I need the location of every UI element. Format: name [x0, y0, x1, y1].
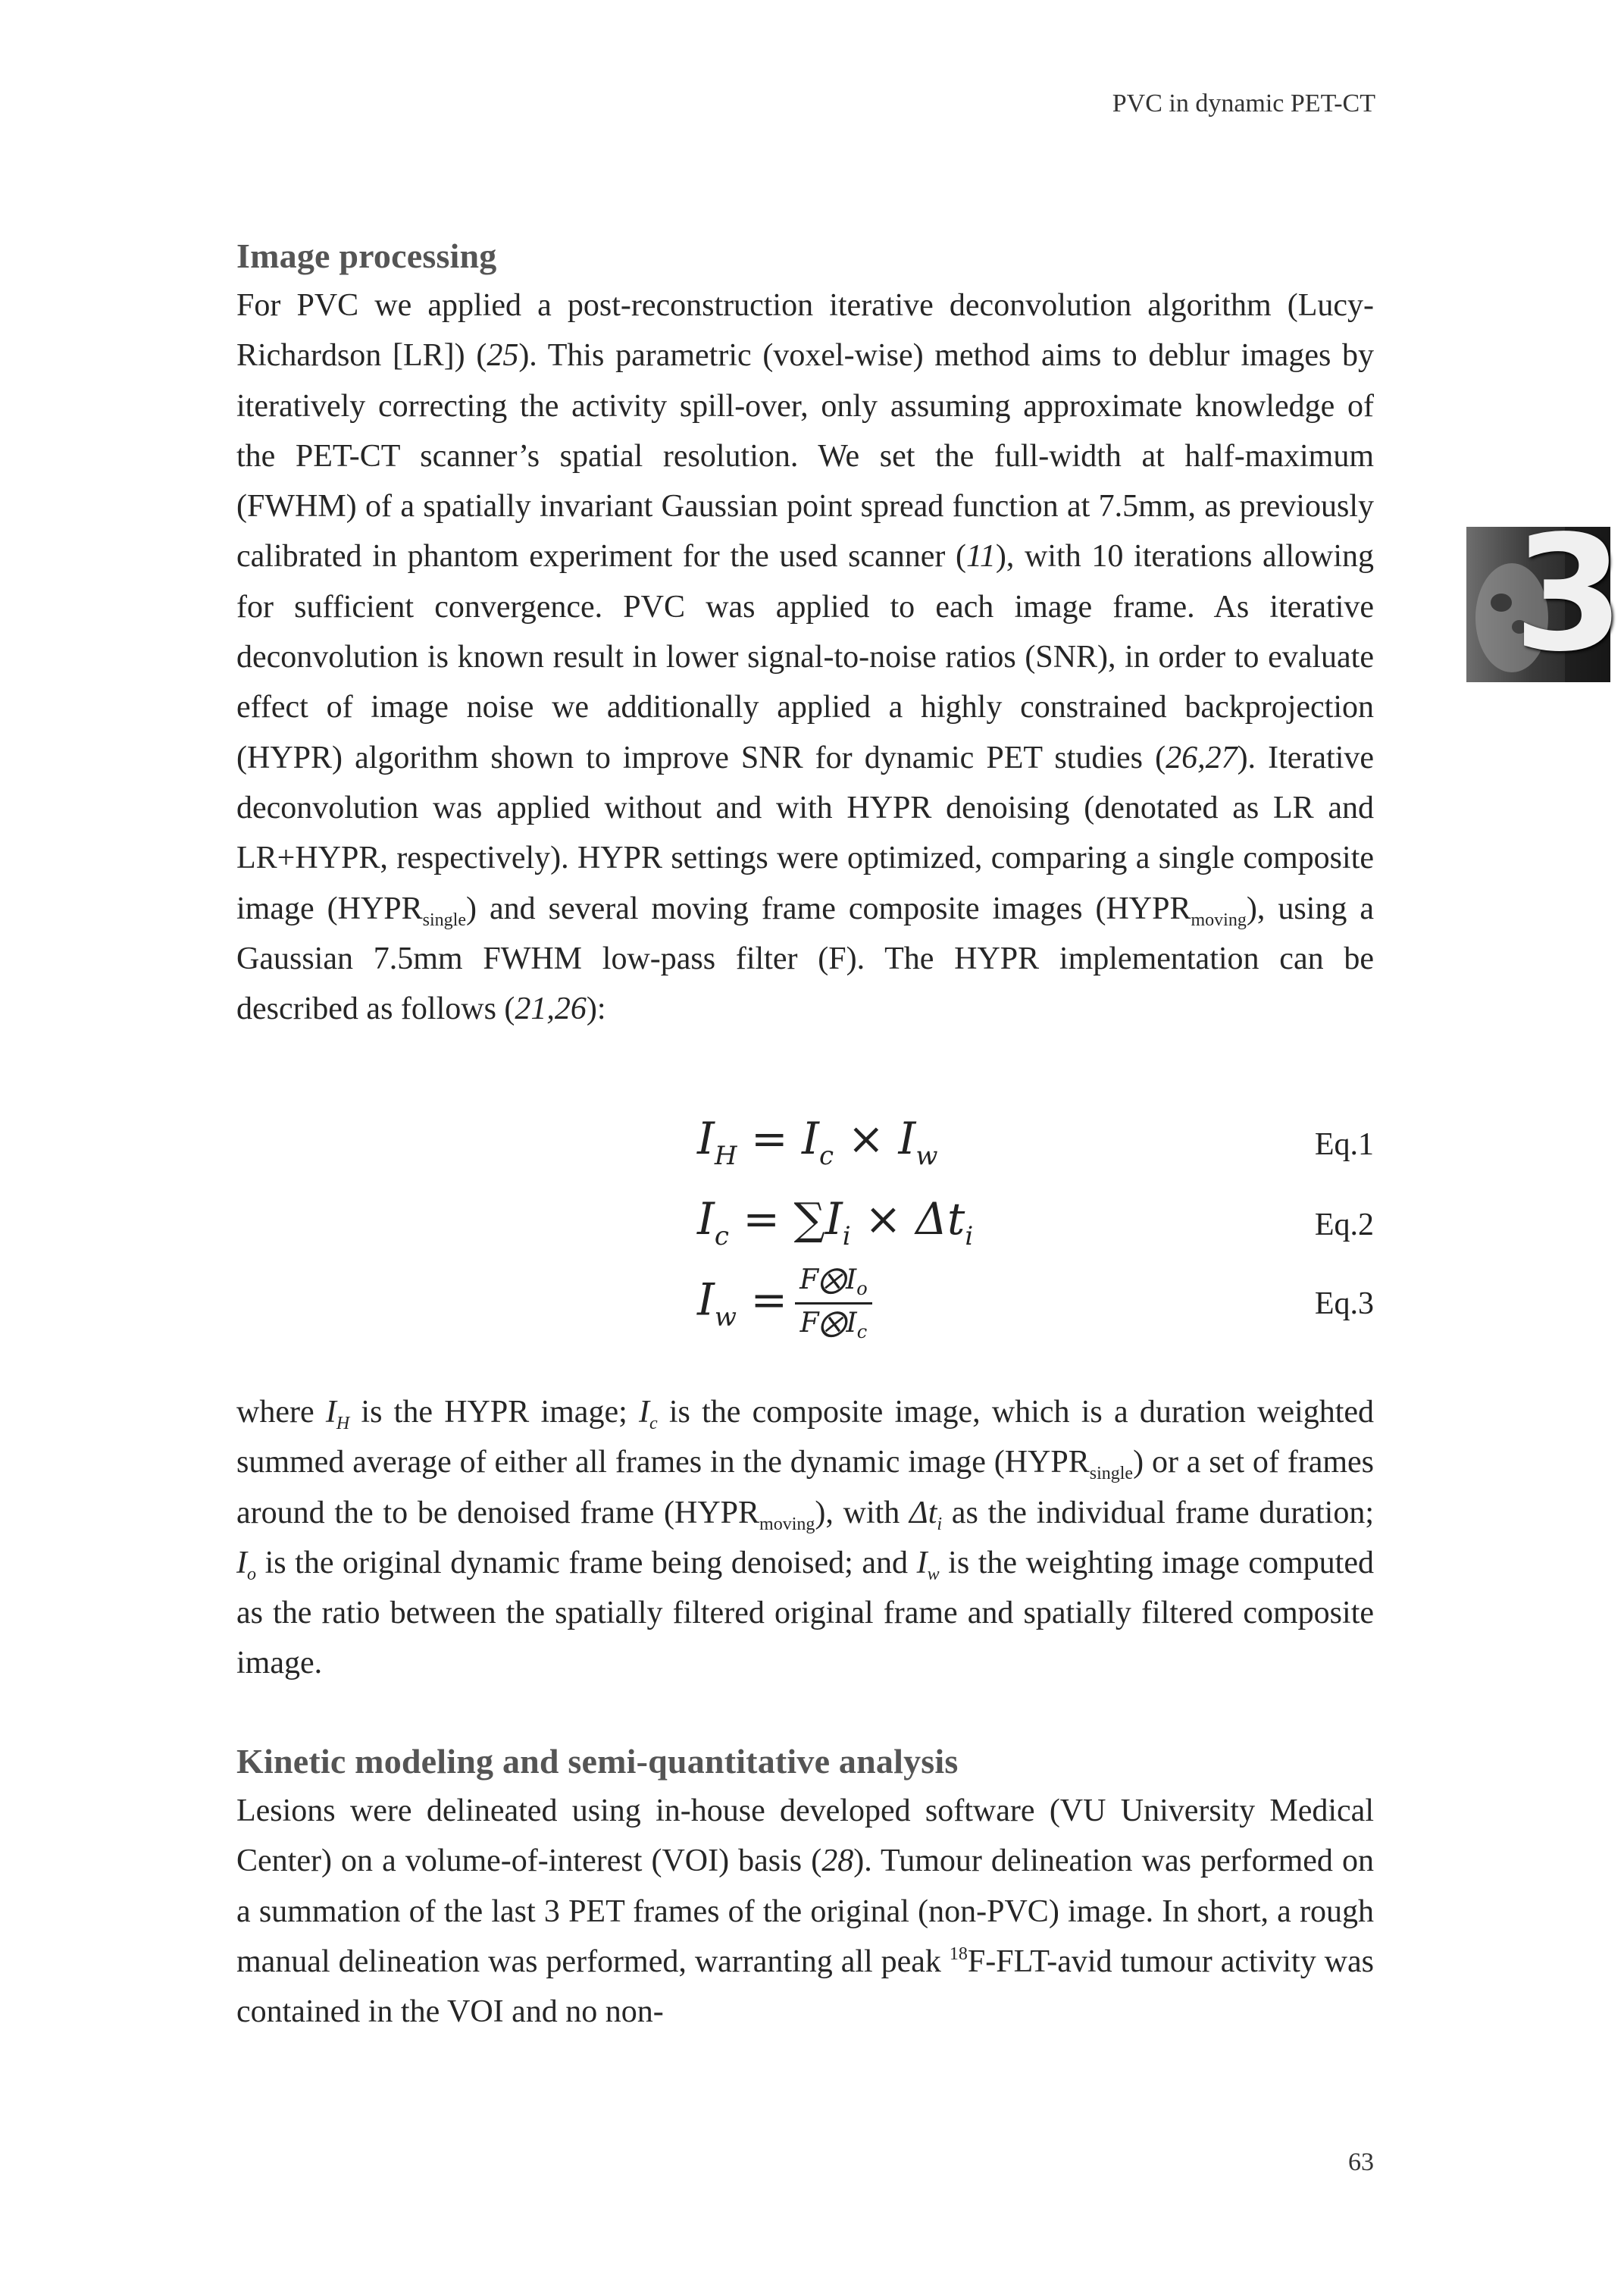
fraction: $\frac{F⨂I_o}{F⨂I_c}$: [795, 1264, 872, 1342]
equation-label: Eq.1: [1314, 1127, 1374, 1162]
equation-1: $I_H = I_c \times I_w$ Eq.1: [697, 1113, 1374, 1171]
chapter-tab: [1466, 501, 1624, 687]
paragraph: where $I_H$ is the HYPR image; $I_c$ is the composite image, which is a duration weighted summed average of either all frames in the dynamic image $(HYPR_{single})$ or a set of frames around the to be denoised frame $(HYPR_{moving})$, with $\Delta t_i$ as the individual frame duration; $I_o$ is the original dynamic frame being denoised; and $I_w$ is the weighting image computed as the ratio between the spatially filtered original frame and spatially filtered composite image.: [236, 1395, 1374, 1681]
equation-explanation: [236, 1387, 1374, 1689]
equation-block: [236, 1108, 1374, 1366]
paragraph: Lesions were delineated using in-house developed software (VU University Medical Center) on a volume-of-interest (VOI) basis (28). Tumour delineation was performed on a summation of the last 3 PET frames of the original (non-PVC) image. In short, a rough manual delineation was performed, warranting all peak $^{18}$F-FLT-avid tumour activity was contained in the VOI and no non-: [236, 1793, 1375, 2030]
section-kinetic-modeling: [236, 1737, 1374, 2037]
section-image-processing: [236, 232, 1374, 1034]
chapter-number: 3: [1513, 501, 1624, 687]
equation-2: $I_c = \sum I_i \times \Delta t_i$ Eq.2: [697, 1193, 1374, 1251]
equation-label: Eq.2: [1314, 1207, 1374, 1242]
page-number: 63: [1348, 2148, 1374, 2176]
section-heading: Kinetic modeling and semi-quantitative analysis: [236, 1742, 959, 1781]
paragraph: For PVC we applied a post-reconstruction iterative deconvolution algorithm (Lucy-Richardson [LR]) (25). This parametric (voxel-wise) method aims to deblur images by iteratively correcting the activity spill-over, only assuming approximate knowledge of the PET-CT scanner’s spatial resolution. We set the full-width at half-maximum (FWHM) of a spatially invariant Gaussian point spread function at 7.5mm, as previously calibrated in phantom experiment for the used scanner (11), with 10 iterations allowing for sufficient convergence. PVC was applied to each image frame. As iterative deconvolution is known result in lower signal-to-noise ratios (SNR), in order to evaluate effect of image noise we additionally applied a highly constrained backprojection (HYPR) algorithm shown to improve SNR for dynamic PET studies (26,27). Iterative deconvolution was applied without and with HYPR denoising (denotated as LR and LR+HYPR, respectively). HYPR settings were optimized, comparing a single composite image $(HYPR_{single})$ and several moving frame composite images $(HYPR_{moving})$, using a Gaussian 7.5mm FWHM low-pass filter (F). The HYPR implementation can be described as follows (21,26):: [236, 288, 1375, 1027]
section-heading: Image processing: [236, 236, 497, 275]
equation-label: Eq.3: [1314, 1286, 1374, 1321]
equation-3: $I_w$ = $\frac{F⨂I_o}{F⨂I_c}$ Eq.3: [697, 1264, 1374, 1342]
running-title: PVC in dynamic PET-CT: [1112, 89, 1375, 117]
